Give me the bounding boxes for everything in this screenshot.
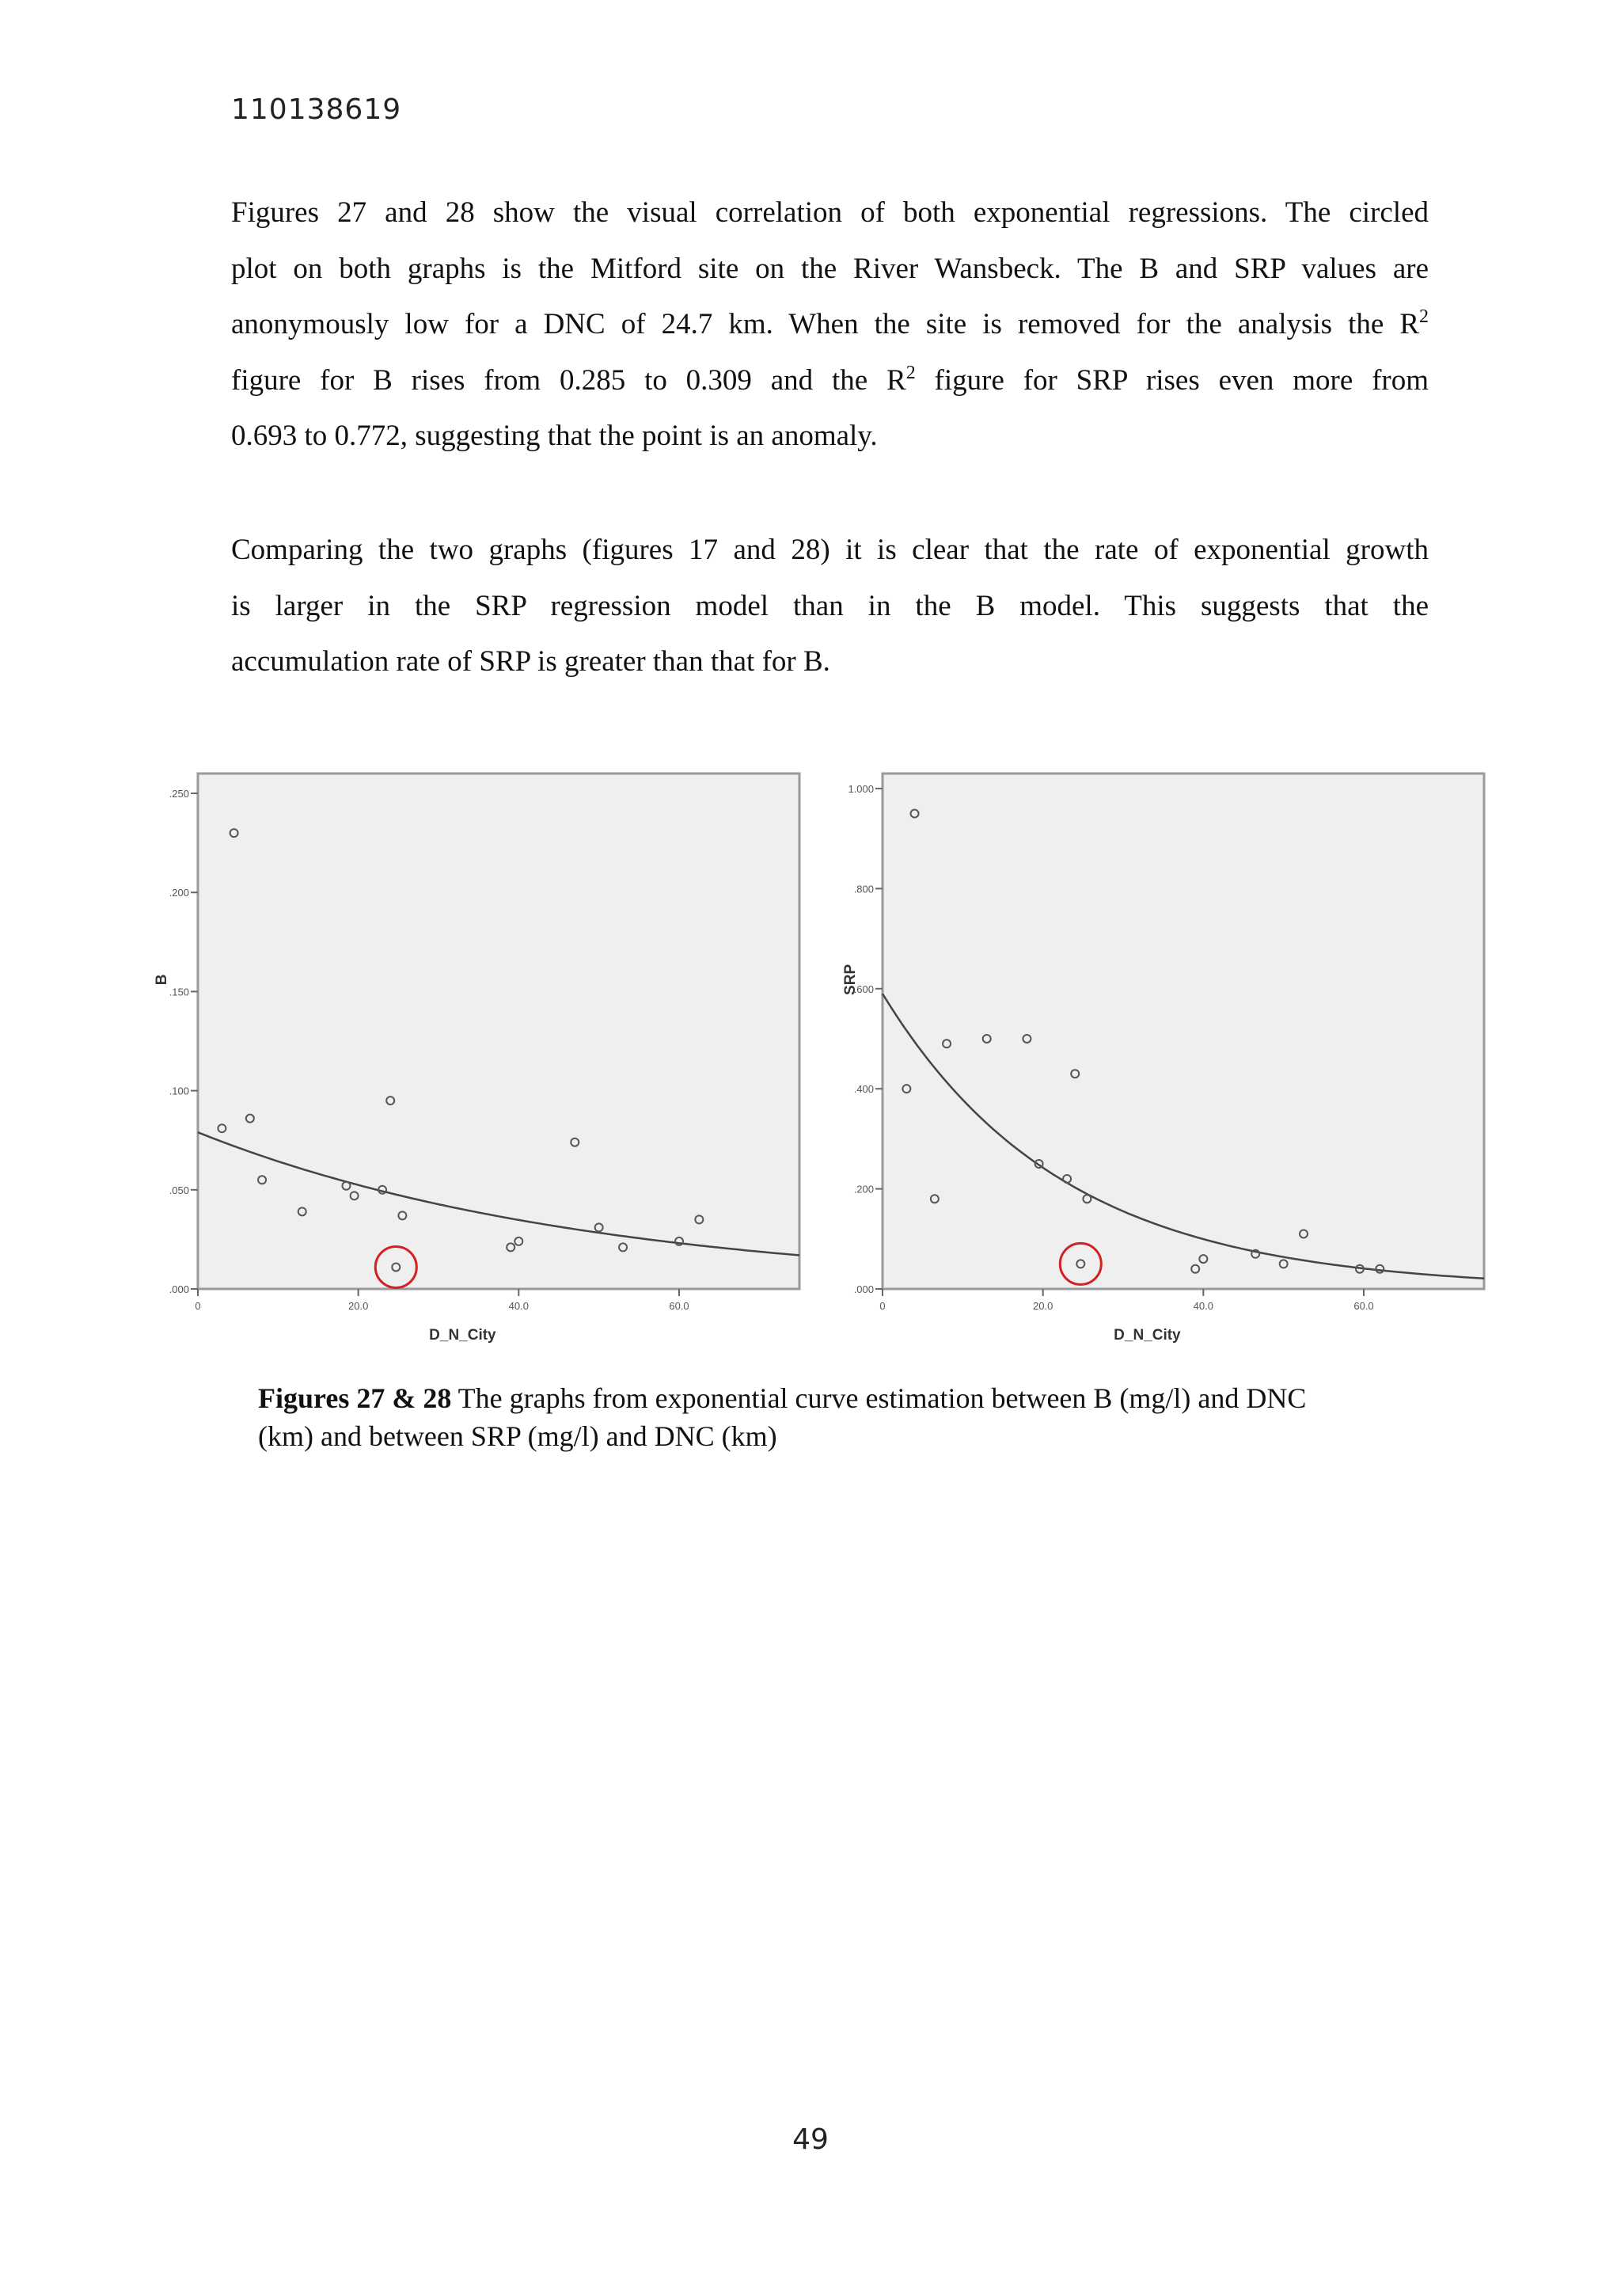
caption-label: Figures 27 & 28	[258, 1382, 452, 1414]
x-tick-label: 40.0	[1193, 1300, 1213, 1312]
y-tick-label: .100	[169, 1085, 189, 1097]
y-tick-label: .200	[169, 887, 189, 899]
y-tick-label: .000	[853, 1283, 874, 1295]
y-tick-label: .000	[169, 1283, 189, 1295]
y-tick-label: .400	[853, 1083, 874, 1096]
student-id: 110138619	[231, 93, 402, 126]
paragraph-2	[231, 523, 1429, 690]
paragraph-1	[231, 185, 1429, 465]
y-tick-label: .050	[169, 1184, 189, 1196]
page-number: 49	[792, 2123, 829, 2156]
y-tick-label: .250	[169, 788, 189, 800]
y-tick-label: .800	[853, 883, 874, 895]
caption-text: (km) and between SRP (mg/l) and DNC (km)	[258, 1420, 777, 1452]
paragraph-line: accumulation rate of SRP is greater than that for B.	[231, 645, 830, 678]
superscript: 2	[905, 362, 916, 383]
paragraph-line: Figures 27 and 28 show the visual correlation of both exponential regressions. The circled	[231, 196, 1429, 229]
x-tick-label: 0	[879, 1300, 886, 1312]
x-tick-label: 20.0	[1033, 1300, 1053, 1312]
x-tick-label: 0	[195, 1300, 201, 1312]
caption-text: The graphs from exponential curve estimation between B (mg/l) and DNC	[451, 1382, 1307, 1414]
figure-area	[150, 760, 1496, 1393]
y-tick-label: .200	[853, 1183, 874, 1196]
chart-srp	[835, 760, 1508, 1378]
x-tick-label: 60.0	[1353, 1300, 1374, 1312]
x-axis-title: D_N_City	[1114, 1327, 1181, 1344]
x-axis-title: D_N_City	[429, 1327, 496, 1344]
figure-caption	[258, 1379, 1406, 1455]
paragraph-line: Comparing the two graphs (figures 17 and 28) it is clear that the rate of exponential growth	[231, 534, 1429, 566]
plot-area	[883, 774, 1484, 1289]
plot-area	[198, 774, 799, 1289]
y-tick-label: .600	[853, 983, 874, 995]
chart-b	[150, 760, 823, 1378]
line-text: anonymously low for a DNC of 24.7 km. When the site is removed for the analysis the R	[231, 308, 1419, 340]
x-tick-label: 20.0	[348, 1300, 369, 1312]
x-tick-label: 40.0	[508, 1300, 529, 1312]
y-tick-label: 1.000	[848, 782, 874, 795]
paragraph-line	[231, 353, 1429, 409]
paragraph-line	[231, 297, 1429, 353]
superscript: 2	[1419, 306, 1429, 327]
line-text: figure for B rises from 0.285 to 0.309 and the R	[231, 363, 906, 397]
x-tick-label: 60.0	[669, 1300, 689, 1312]
y-axis-title: B	[154, 974, 170, 986]
paragraph-line: plot on both graphs is the Mitford site on the River Wansbeck. The B and SRP values are	[231, 252, 1429, 285]
paragraph-line: 0.693 to 0.772, suggesting that the point is an anomaly.	[231, 420, 878, 452]
paragraph-line: is larger in the SRP regression model than in the B model. This suggests that the	[231, 589, 1429, 622]
y-tick-label: .150	[169, 986, 189, 998]
line-text: figure for SRP rises even more from	[915, 363, 1429, 397]
y-axis-title: SRP	[842, 964, 859, 995]
